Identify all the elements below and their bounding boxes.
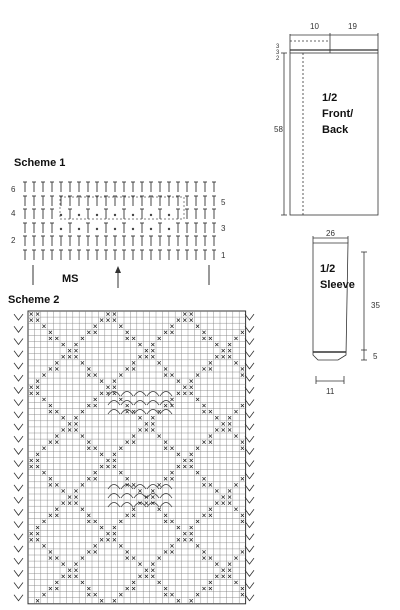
edge-stitch-symbol xyxy=(245,351,254,357)
front-back-label-1: 1/2 xyxy=(322,92,338,104)
edge-stitch-symbol xyxy=(245,339,254,345)
fan-motif xyxy=(160,392,172,397)
fan-motif xyxy=(147,392,159,397)
edge-stitch-symbol xyxy=(245,485,254,491)
stitch-dot xyxy=(78,214,80,216)
stitch-dot xyxy=(132,228,134,230)
fan-motif xyxy=(134,410,146,415)
edge-stitch-symbol xyxy=(245,558,254,564)
scheme1-row-1: 1 xyxy=(221,251,226,260)
edge-stitch-symbol xyxy=(14,314,23,320)
edge-stitch-symbol xyxy=(245,387,254,393)
edge-stitch-symbol xyxy=(14,583,23,589)
fan-motif xyxy=(121,392,133,397)
edge-stitch-symbol xyxy=(245,509,254,515)
edge-stitch-symbol xyxy=(14,522,23,528)
edge-stitch-symbol xyxy=(245,497,254,503)
fan-motif xyxy=(134,401,146,406)
edge-stitch-symbol xyxy=(245,570,254,576)
edge-stitch-symbol xyxy=(14,436,23,442)
fan-motif xyxy=(147,410,159,415)
edge-stitch-symbol xyxy=(14,351,23,357)
sleeve-top-width: 26 xyxy=(326,229,335,238)
stitch-dot xyxy=(168,228,170,230)
edge-stitch-symbol xyxy=(245,314,254,320)
scheme1-row-5: 5 xyxy=(221,198,226,207)
scheme1-row-2: 2 xyxy=(11,236,16,245)
edge-stitch-symbol xyxy=(245,546,254,552)
stitch-dot xyxy=(150,214,152,216)
shoulder-step-2: 3 xyxy=(276,50,280,56)
shoulder-step-1: 3 xyxy=(276,44,280,50)
edge-stitch-symbol xyxy=(14,326,23,332)
scheme2-chart xyxy=(14,311,254,604)
edge-stitch-symbol xyxy=(14,448,23,454)
fan-motif xyxy=(108,485,120,490)
edge-stitch-symbol xyxy=(245,326,254,332)
sleeve-height: 35 xyxy=(371,301,380,310)
edge-stitch-symbol xyxy=(245,534,254,540)
edge-stitch-symbol xyxy=(14,375,23,381)
edge-stitch-symbol xyxy=(245,448,254,454)
stitch-dot xyxy=(114,214,116,216)
stitch-dot xyxy=(132,214,134,216)
edge-stitch-symbol xyxy=(245,595,254,601)
edge-stitch-symbol xyxy=(245,400,254,406)
ms-label: MS xyxy=(62,273,79,285)
fan-motif xyxy=(147,485,159,490)
edge-stitch-symbol xyxy=(14,546,23,552)
fan-motif xyxy=(160,401,172,406)
edge-stitch-symbol xyxy=(14,534,23,540)
sleeve-panel xyxy=(313,236,367,384)
stitch-dot xyxy=(96,228,98,230)
scheme1-title: Scheme 1 xyxy=(14,157,66,169)
stitch-dot xyxy=(96,214,98,216)
shoulder-step-3: 2 xyxy=(276,56,280,62)
edge-stitch-symbol xyxy=(245,522,254,528)
fan-motif xyxy=(147,401,159,406)
fan-motif xyxy=(108,401,120,406)
front-back-label-3: Back xyxy=(322,124,349,136)
front-back-panel xyxy=(281,33,378,215)
front-back-label-2: Front/ xyxy=(322,108,354,120)
front-back-height: 58 xyxy=(274,125,283,134)
edge-stitch-symbol xyxy=(14,509,23,515)
front-back-width-neck: 10 xyxy=(310,22,319,31)
edge-stitch-symbol xyxy=(245,363,254,369)
edge-stitch-symbol xyxy=(14,558,23,564)
edge-stitch-symbol xyxy=(245,583,254,589)
edge-stitch-symbol xyxy=(14,595,23,601)
edge-stitch-symbol xyxy=(14,387,23,393)
fan-motif xyxy=(160,485,172,490)
scheme1-row-4: 4 xyxy=(11,209,16,218)
stitch-dot xyxy=(150,228,152,230)
fan-motif xyxy=(134,485,146,490)
edge-stitch-symbol xyxy=(14,424,23,430)
fan-motif xyxy=(108,410,120,415)
stitch-dot xyxy=(60,228,62,230)
scheme1-row-6: 6 xyxy=(11,185,16,194)
scheme2-title: Scheme 2 xyxy=(8,294,60,306)
sleeve-label-2: Sleeve xyxy=(320,279,355,291)
stitch-dot xyxy=(168,214,170,216)
edge-stitch-symbol xyxy=(245,424,254,430)
sleeve-bottom-width: 11 xyxy=(326,387,335,396)
edge-stitch-symbol xyxy=(245,412,254,418)
edge-stitch-symbol xyxy=(14,400,23,406)
stitch-dot xyxy=(78,228,80,230)
edge-stitch-symbol xyxy=(14,570,23,576)
edge-stitch-symbol xyxy=(14,485,23,491)
front-back-width-shoulder: 19 xyxy=(348,22,357,31)
scheme1-row-3: 3 xyxy=(221,224,226,233)
edge-stitch-symbol xyxy=(245,473,254,479)
edge-stitch-symbol xyxy=(245,461,254,467)
edge-stitch-symbol xyxy=(245,375,254,381)
fan-motif xyxy=(160,410,172,415)
fan-motif xyxy=(134,392,146,397)
sleeve-label-1: 1/2 xyxy=(320,263,336,275)
edge-stitch-symbol xyxy=(14,412,23,418)
sleeve-cuff-height: 5 xyxy=(373,352,378,361)
center-arrow-head xyxy=(115,266,121,273)
edge-stitch-symbol xyxy=(14,497,23,503)
stitch-dot xyxy=(114,228,116,230)
edge-stitch-symbol xyxy=(14,461,23,467)
edge-stitch-symbol xyxy=(14,473,23,479)
scheme1-chart xyxy=(23,182,216,288)
edge-stitch-symbol xyxy=(14,339,23,345)
edge-stitch-symbol xyxy=(14,363,23,369)
edge-stitch-symbol xyxy=(245,436,254,442)
fan-motif xyxy=(121,401,133,406)
